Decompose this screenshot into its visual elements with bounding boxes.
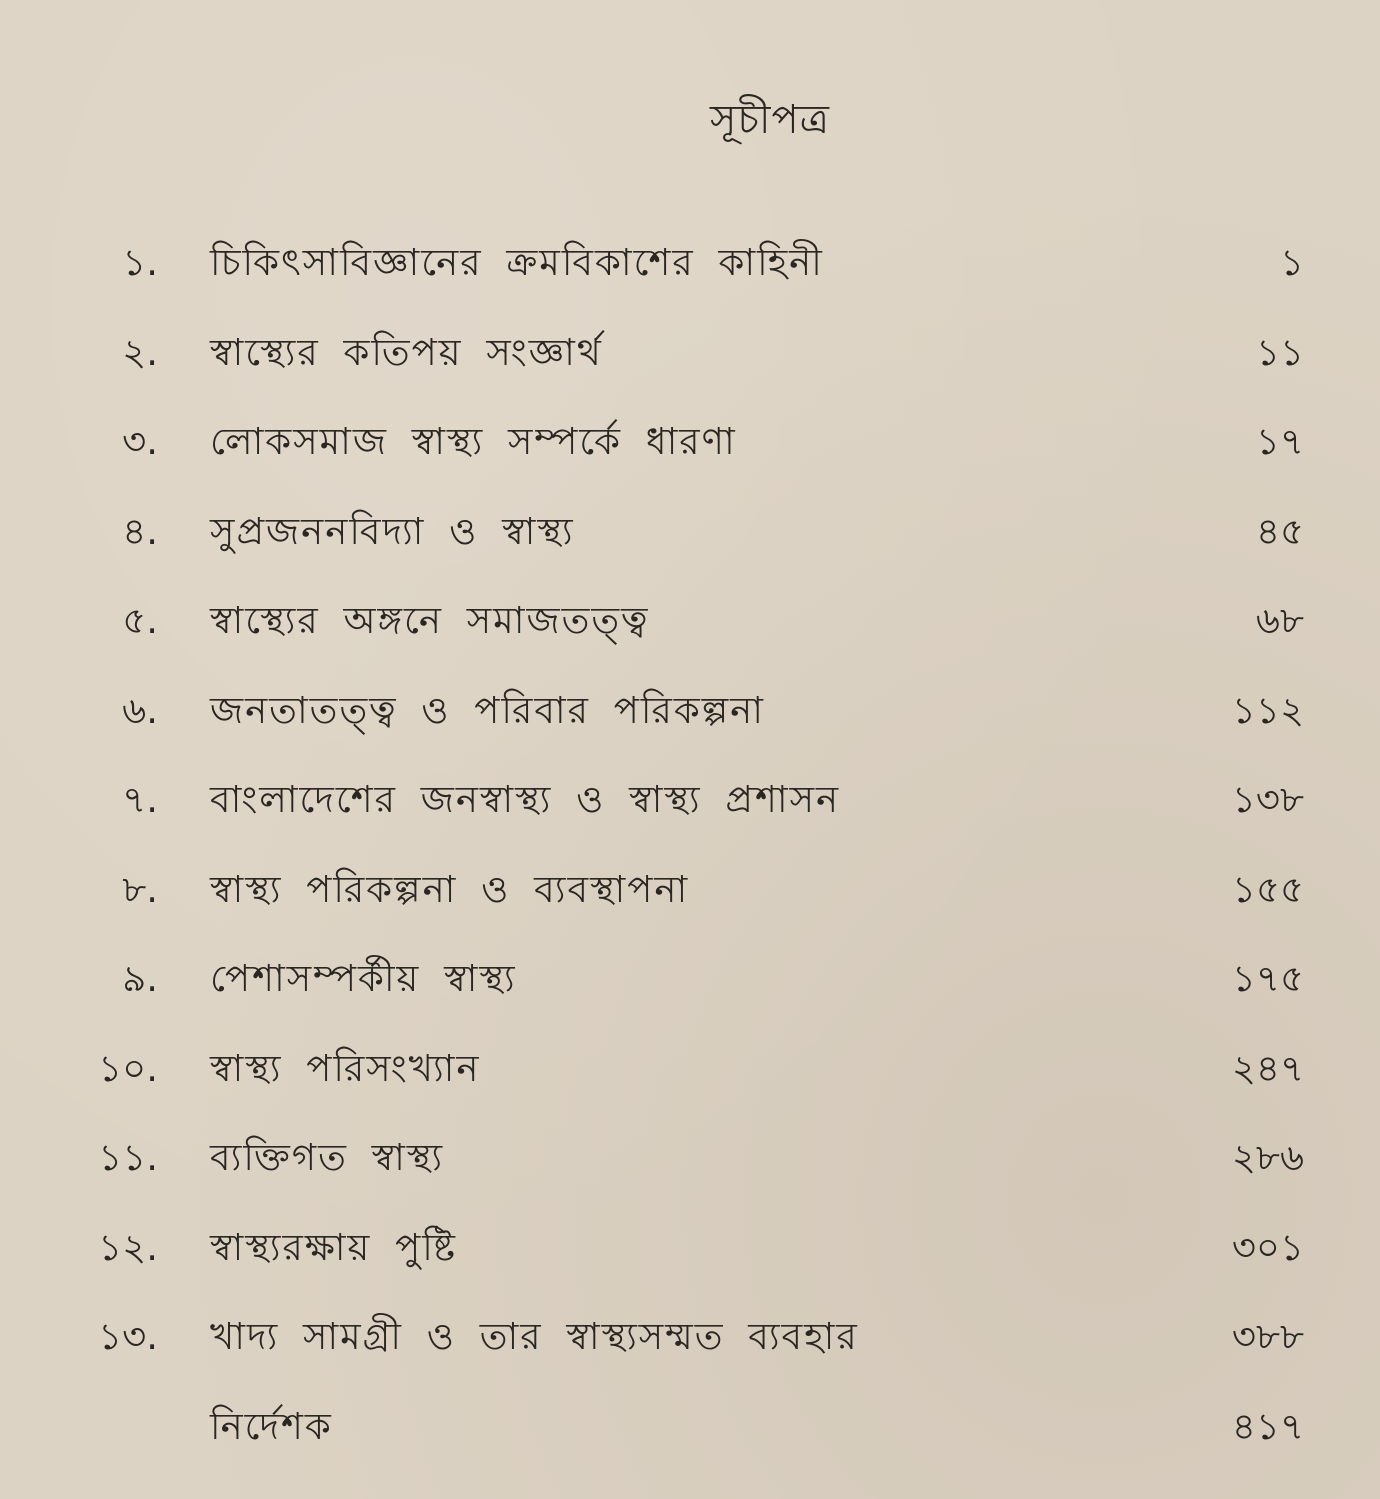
chapter-title: স্বাস্থ্য পরিসংখ্যান	[210, 1046, 481, 1090]
toc-row	[0, 218, 1380, 308]
toc-row	[0, 845, 1380, 935]
chapter-title: ব্যক্তিগত স্বাস্থ্য	[210, 1136, 445, 1179]
toc-row	[0, 308, 1380, 398]
chapter-title: নির্দেশক	[210, 1404, 333, 1448]
chapter-number: ৬.	[122, 688, 158, 732]
page-number: ১৭	[1255, 420, 1304, 463]
chapter-number: ১১.	[98, 1136, 158, 1179]
chapter-number: ৪.	[122, 509, 158, 553]
toc-row	[0, 1024, 1380, 1114]
toc-row	[0, 934, 1380, 1024]
toc-row	[0, 1292, 1380, 1382]
page-number: ২৪৭	[1231, 1046, 1304, 1090]
page-number: ৬৮	[1255, 599, 1304, 642]
chapter-title: জনতাতত্ত্ব ও পরিবার পরিকল্পনা	[210, 688, 765, 732]
toc-row	[0, 1203, 1380, 1293]
toc-row	[0, 487, 1380, 577]
page-title: সূচীপত্র	[710, 97, 830, 143]
page-number: ৩৮৮	[1231, 1315, 1304, 1358]
chapter-title: লোকসমাজ স্বাস্থ্য সম্পর্কে ধারণা	[210, 420, 737, 463]
chapter-title: স্বাস্থ্যরক্ষায় পুষ্টি	[210, 1225, 457, 1269]
toc-row	[0, 397, 1380, 487]
page-number: ১১	[1255, 330, 1304, 374]
chapter-title: সুপ্রজননবিদ্যা ও স্বাস্থ্য	[210, 509, 575, 553]
page-number: ৩০১	[1231, 1225, 1304, 1269]
table-of-contents	[0, 218, 1380, 1471]
chapter-title: চিকিৎসাবিজ্ঞানের ক্রমবিকাশের কাহিনী	[210, 241, 824, 284]
toc-row	[0, 576, 1380, 666]
chapter-number: ৮.	[122, 867, 158, 911]
page-number: ১১২	[1231, 688, 1304, 732]
chapter-number: ৭.	[122, 778, 158, 821]
chapter-title: স্বাস্থ্য পরিকল্পনা ও ব্যবস্থাপনা	[210, 867, 690, 911]
toc-row	[0, 1382, 1380, 1472]
page-number: ৪৫	[1255, 509, 1304, 553]
chapter-title: স্বাস্থ্যের কতিপয় সংজ্ঞার্থ	[210, 330, 603, 374]
chapter-number: ১০.	[98, 1046, 158, 1090]
chapter-number: ২.	[122, 330, 158, 374]
chapter-number: ৫.	[122, 599, 158, 642]
chapter-number: ১.	[122, 241, 158, 284]
page-number: ২৮৬	[1231, 1136, 1304, 1179]
toc-row	[0, 1113, 1380, 1203]
chapter-title: খাদ্য সামগ্রী ও তার স্বাস্থ্যসম্মত ব্যবহার	[210, 1315, 859, 1358]
chapter-title: স্বাস্থ্যের অঙ্গনে সমাজতত্ত্ব	[210, 599, 650, 642]
page-number: ১	[1279, 241, 1304, 284]
chapter-number: ১৩.	[98, 1315, 158, 1358]
page-number: ১৫৫	[1231, 867, 1304, 911]
chapter-number: ৯.	[122, 957, 158, 1000]
chapter-title: বাংলাদেশের জনস্বাস্থ্য ও স্বাস্থ্য প্রশাসন	[210, 778, 841, 821]
chapter-title: পেশাসম্পর্কীয় স্বাস্থ্য	[210, 957, 517, 1000]
toc-row	[0, 755, 1380, 845]
page-number: ৪১৭	[1231, 1404, 1304, 1448]
toc-row	[0, 666, 1380, 756]
page-number: ১৩৮	[1231, 778, 1304, 821]
chapter-number: ১২.	[98, 1225, 158, 1269]
chapter-number: ৩.	[122, 420, 158, 463]
page-number: ১৭৫	[1231, 957, 1304, 1000]
